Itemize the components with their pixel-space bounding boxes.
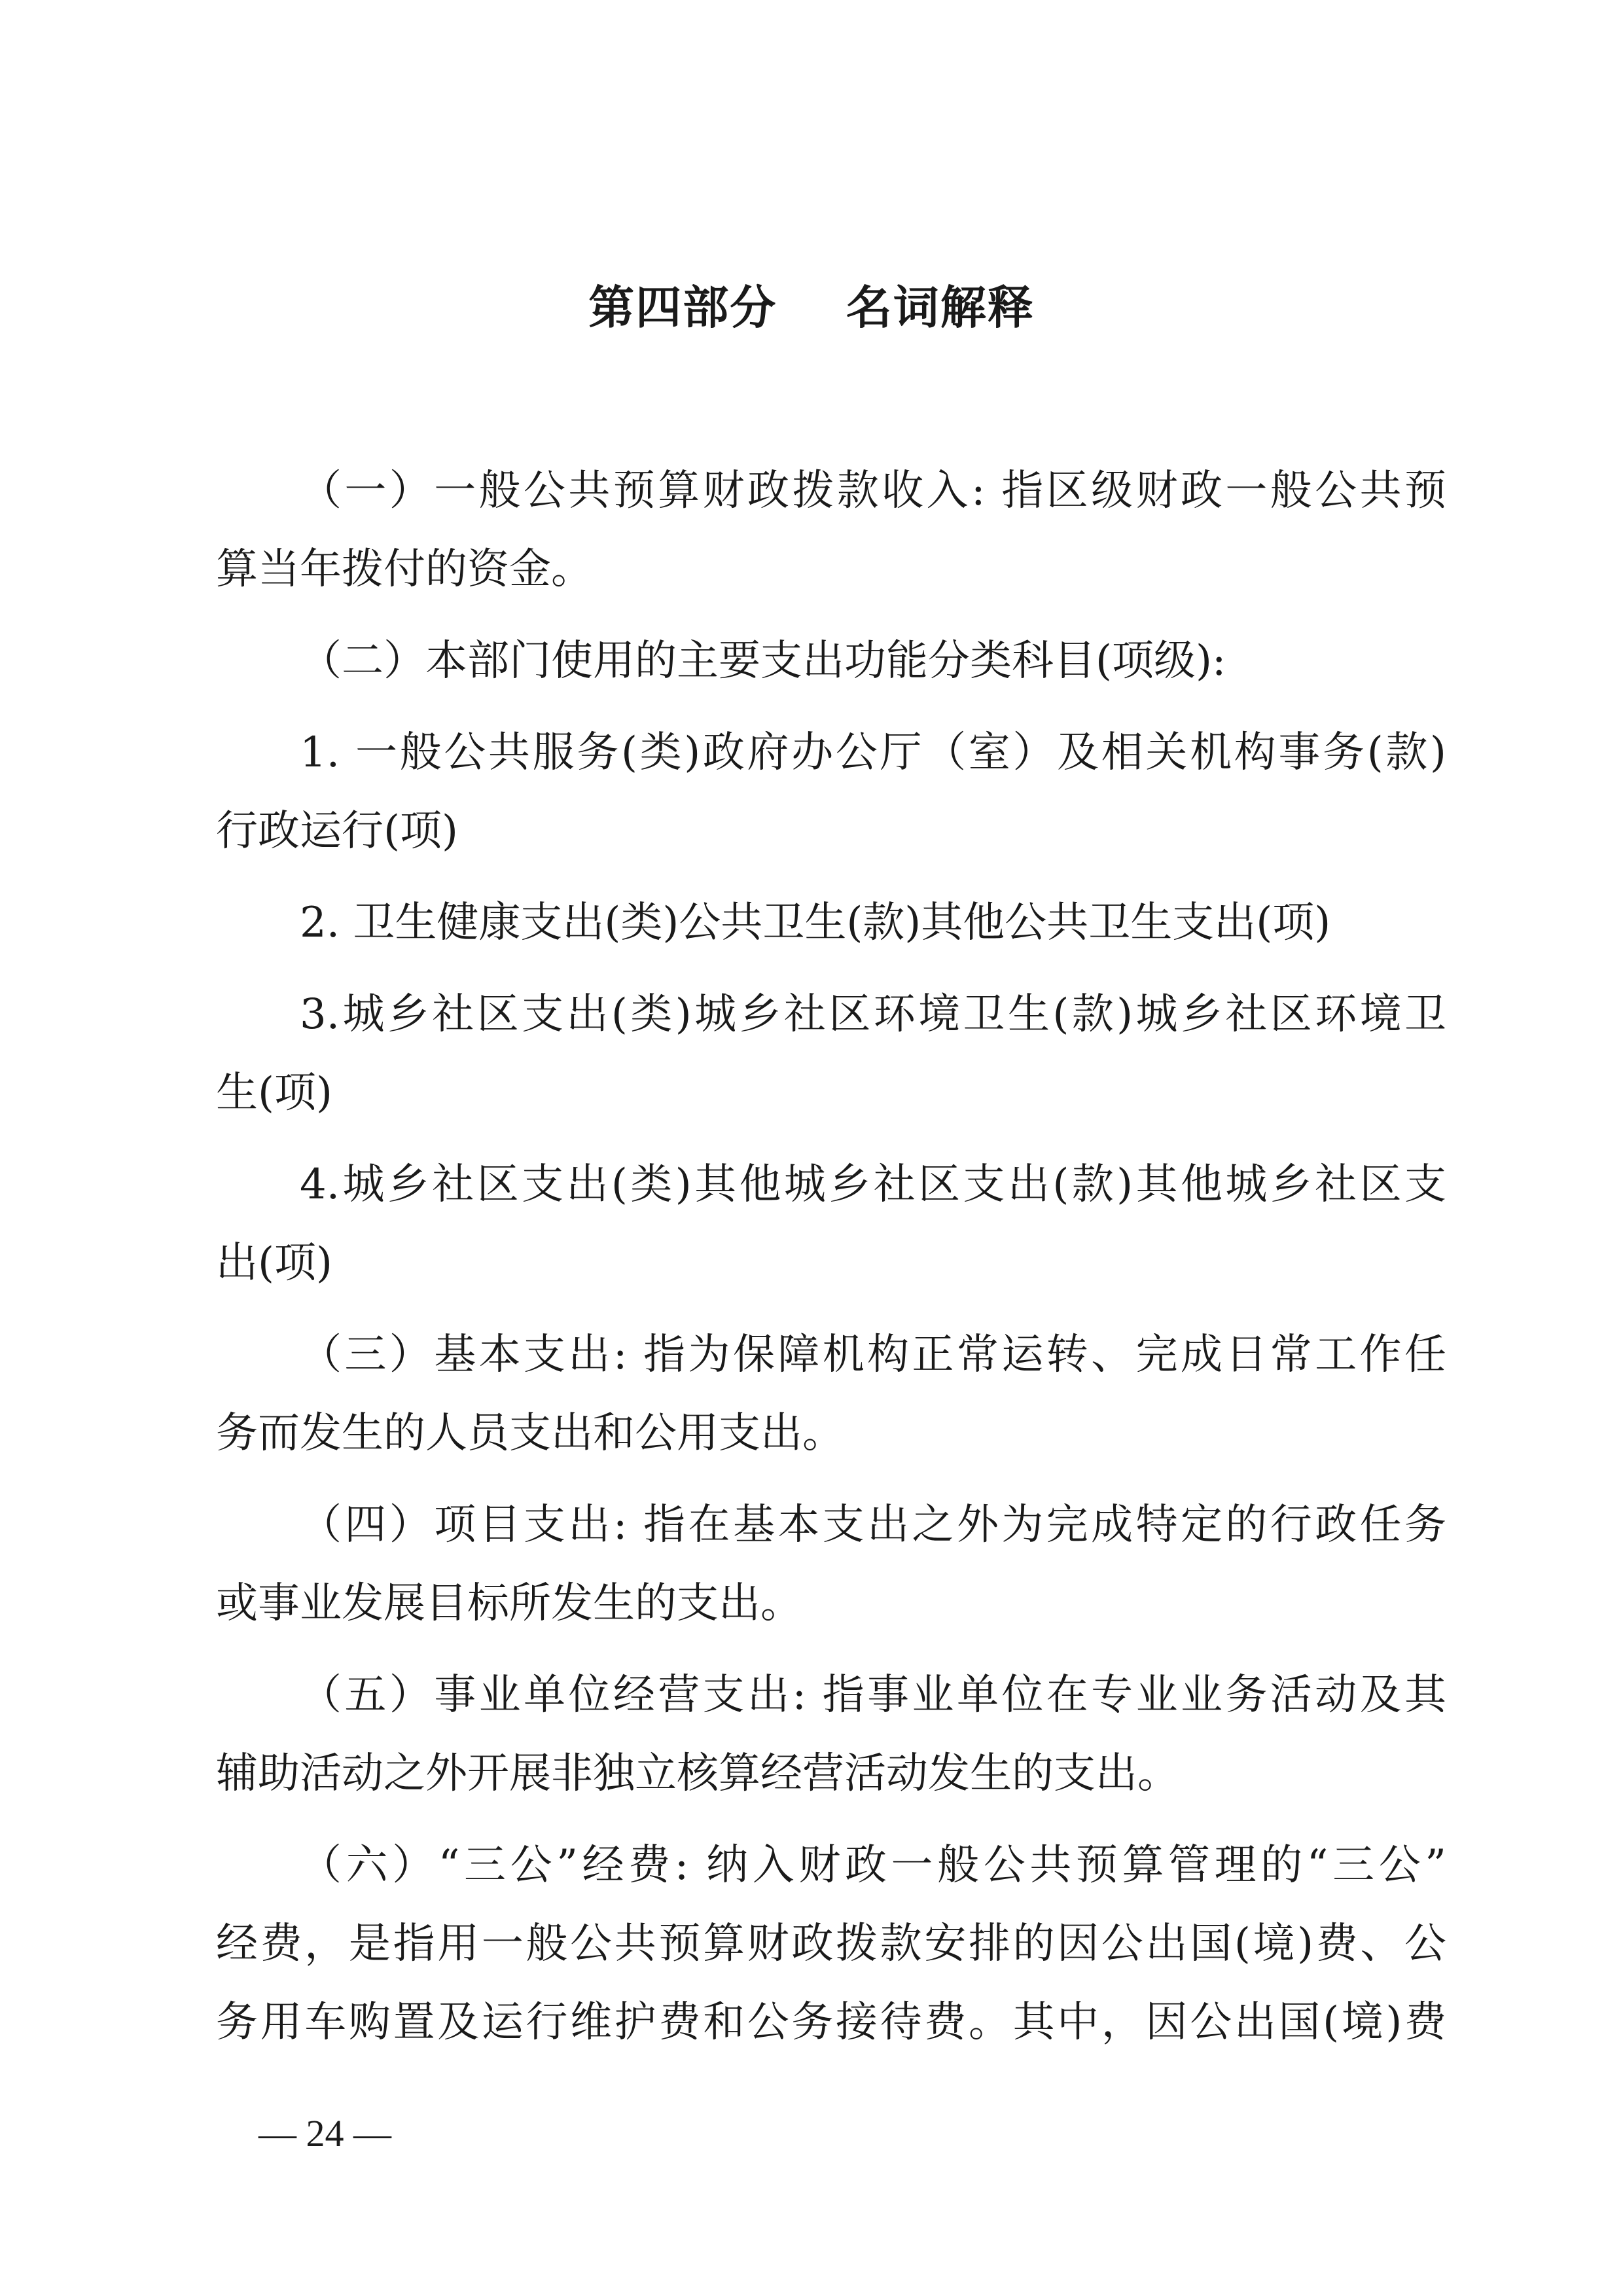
paragraph-line: （二）本部门使用的主要支出功能分类科目(项级): (300, 637, 1226, 685)
paragraph-line: 务用车购置及运行维护费和公务接待费。其中，因公出国(境)费 (216, 1998, 1446, 2047)
paragraph-line: 生(项) (216, 1069, 332, 1117)
paragraph-line: 或事业发展目标所发生的支出。 (216, 1579, 802, 1628)
paragraph-line: 务而发生的人员支出和公用支出。 (216, 1409, 844, 1458)
paragraph-line: （一）一般公共预算财政拨款收入: 指区级财政一般公共预 (300, 467, 1446, 515)
paragraph-line: （四）项目支出: 指在基本支出之外为完成特定的行政任务 (300, 1501, 1446, 1549)
page-number: — 24 — (259, 2112, 391, 2155)
paragraph-line: （六）“三公”经费: 纳入财政一般公共预算管理的“三公” (300, 1841, 1446, 1890)
paragraph-line: 算当年拨付的资金。 (216, 545, 593, 594)
paragraph-line: （五）事业单位经营支出: 指事业单位在专业业务活动及其 (300, 1671, 1446, 1719)
paragraph-line: 2. 卫生健康支出(类)公共卫生(款)其他公共卫生支出(项) (300, 899, 1331, 947)
paragraph-line: 出(项) (216, 1239, 332, 1287)
paragraph-line: （三）基本支出: 指为保障机构正常运转、完成日常工作任 (300, 1331, 1446, 1379)
page-title: 第四部分 名词解释 (588, 281, 1035, 334)
paragraph-line: 辅助活动之外开展非独立核算经营活动发生的支出。 (216, 1749, 1179, 1798)
paragraph-line: 4.城乡社区支出(类)其他城乡社区支出(款)其他城乡社区支 (300, 1160, 1446, 1209)
paragraph-line: 行政运行(项) (216, 807, 458, 855)
paragraph-line: 1. 一般公共服务(类)政府办公厅（室）及相关机构事务(款) (300, 728, 1446, 777)
paragraph-line: 3.城乡社区支出(类)城乡社区环境卫生(款)城乡社区环境卫 (300, 990, 1446, 1039)
paragraph-line: 经费，是指用一般公共预算财政拨款安排的因公出国(境)费、公 (216, 1920, 1446, 1968)
